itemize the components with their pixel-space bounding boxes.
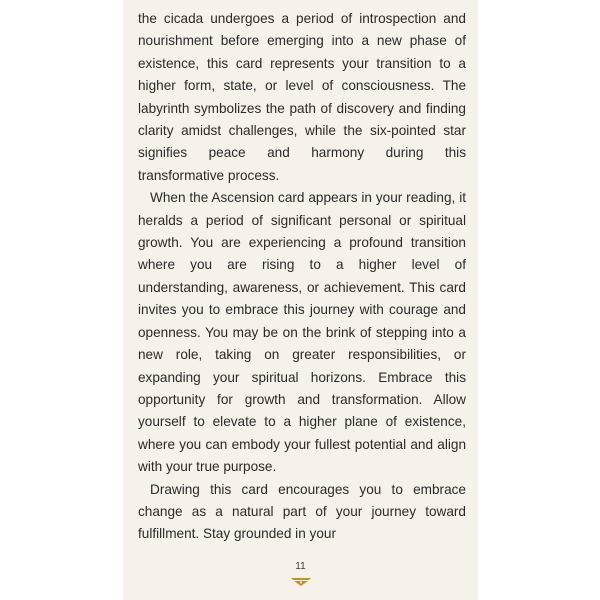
book-page [123,0,478,600]
body-text [138,8,466,546]
page-number: 11 [295,561,306,572]
paragraph-drawing-card: Drawing this card encourages you to embrace change as a natural part of your journey toward fulfillment. Stay grounded in your [138,481,466,542]
paragraph-intro: the cicada undergoes a period of introspection and nourishment before emerging into a new phase of existence, this card represents your transition to a higher form, state, or level of consciousness. The labyrinth symbolizes the path of discovery and finding clarity amidst challenges, while the six-pointed star signifies peace and harmony during this transformative process. [138,11,466,183]
page-footer [123,561,478,587]
paragraph-ascension-meaning: When the Ascension card appears in your reading, it heralds a period of significant personal or spiritual growth. You are experiencing a profound transition where you are rising to a higher level of understanding, awareness, or achievement. This card invites you to embrace this journey with courage and openness. You may be on the brink of stepping into a new role, taking on greater responsibilities, or expanding your spiritual horizons. Embrace this opportunity for growth and transformation. Allow yourself to elevate to a higher plane of existence, where you can embody your fullest potential and align with your true purpose. [138,190,466,475]
lotus-ornament-icon [289,577,313,587]
